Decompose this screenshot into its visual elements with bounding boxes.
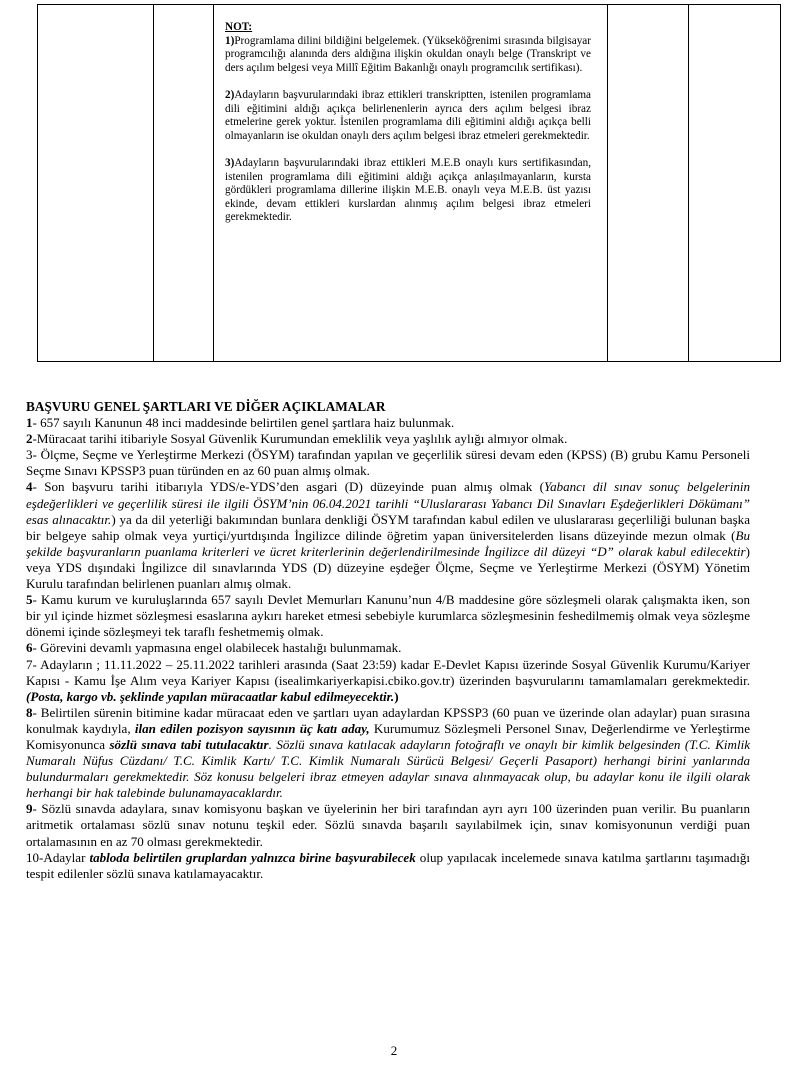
condition-3: 3- Ölçme, Seçme ve Yerleştirme Merkezi (ÖSYM) tarafından yapılan ve geçerlilik süresi devam eden (KPSS) (B) grubu Kamu Personeli Seçme Sınavı KPSSP3 puan türünden en az 60 puan almış olmak. [26, 447, 750, 479]
note-item-3-num: 3) [225, 156, 235, 169]
condition-6 [26, 640, 750, 656]
condition-4-text-b: Yabancı dil sınav sonuç belgelerinin eşdeğerlikleri ve geçerlilik süresi ile ilgili ÖSYM’nin 06.04.2021 tarihli “Uluslararası Yabancı Dil Sınavları Eşdeğerlikleri Dökümanı” esas alınacaktır. [26, 479, 750, 527]
note-item-1-text: Programlama dilini bildiğini belgelemek. (Yükseköğrenimi sırasında bilgisayar programcılığı alanında ders aldığına ilişkin okuldan onaylı belge (Transkript ve ders açılım belgesi veya Millî Eğitim Bakanlığı onaylı programcılık sertifikası). [225, 34, 591, 74]
note-item-2-text: Adayların başvurularındaki ibraz ettikleri transkriptten, istenilen programlama dili eğitimini aldığı açıkça belirlenenlerin ayrıca ders açılım belgesi ibraz etmelerine gerek yoktur. İstenilen programlama dili eğitimini aldığı açıkça belli olmayanların ise okuldan onaylı ders açılım belgesi ibraz etmeleri gerekmektedir. [225, 88, 591, 142]
note-item-3-text: Adayların başvurularındaki ibraz ettikleri M.E.B onaylı kurs sertifikasından, istenilen programlama dili eğitimini aldığı açıkça anlaşılmayanların, kursta gördükleri programlama dillerine ilişkin M.E.B. onaylı veya M.E.B. üst yazısı ekinde, devam ettikleri kurslardan alınmış açılım belgesi ibraz etmeleri gerekmektedir. [225, 156, 591, 224]
condition-7 [26, 657, 750, 705]
condition-8-text-e: . Sözlü sınava katılacak adayların fotoğraflı ve onaylı bir kimlik belgesinden (T.C. Kimlik Numaralı Nüfus Cüzdanı/ T.C. Kimlik Kartı/ T.C. Kimlik Numaralı Sürücü Belgesi/ Geçerli Pasaport) herhangi birini yanlarında bulundurmaları gerekmektedir. Söz konusu belgeleri ibraz etmeyen adaylar sınava alınmayacak olup, bu adaylar konu ile ilgili olarak herhangi bir hak talebinde bulunamayacaklardır. [26, 736, 750, 801]
condition-4-num: 4 [26, 479, 33, 495]
condition-4-text-c: ) ya da dil yeterliği bakımından bunlara denkliği ÖSYM tarafından kabul edilen ve uluslararası geçerliliği bulunan başka bir belgeye sahip olmak veya yurtiçi/yurtdışında İngilizce dilinde öğretim yapan üniversitelerden lisans düzeyinde mezun olmak ( [26, 511, 750, 543]
condition-10-text-b: tabloda belirtilen gruplardan yalnızca birine başvurabilecek [89, 849, 416, 865]
page-number: 2 [390, 1043, 398, 1058]
condition-6-text: - Görevini devamlı yapmasına engel olabilecek hastalığı bulunmamak. [32, 640, 402, 656]
condition-8-text-c: Kurumumuz Sözleşmeli Personel Sınav, Değerlendirme ve Yerleştirme Komisyonunca [26, 720, 750, 752]
condition-5-text: - Kamu kurum ve kuruluşlarında 657 sayılı Devlet Memurları Kanunu’nun 4/B maddesine göre sözleşmeli olarak çalışmakta iken, son bir yıl içinde hizmet sözleşmesi esaslarına aykırı hareket etmesi sebebiyle kurumlarca sözleşmesinin feshedilmemiş olmak veya sözleşme dönemi içinde sözleşmeyi tek taraflı feshetmemiş olmak. [26, 592, 750, 640]
condition-2-text: -Müracaat tarihi itibariyle Sosyal Güvenlik Kurumundan emeklilik veya yaşlılık aylığı almıyor olmak. [32, 431, 568, 447]
condition-4-text-d: Bu şekilde başvuranların puanlama kriterleri ve ücret kriterlerinin değerlendirilmesinde İngilizce dil düzeyi “D” olarak kabul edilecektir [26, 527, 750, 559]
condition-10 [26, 850, 750, 882]
note-item-1-num: 1) [225, 34, 235, 47]
condition-8-text-a: - Belirtilen sürenin bitimine kadar müracaat eden ve şartları uyan adaylardan KPSSP3 (60 puan ve üzerinde olan adaylar) puan sırasına konulmak kaydıyla, [26, 704, 750, 736]
note-item-2 [225, 89, 591, 143]
note-title: NOT: [225, 21, 253, 33]
table-cell [38, 5, 154, 362]
table-cell [689, 5, 781, 362]
condition-7-text-c: ) [394, 688, 399, 704]
condition-6-num: 6 [26, 640, 33, 656]
condition-1-num: 1 [26, 415, 33, 431]
condition-8-text-d: sözlü sınava tabi tutulacaktır [109, 736, 269, 752]
note-item-3 [225, 157, 591, 225]
condition-1 [26, 415, 750, 431]
condition-8-num: 8 [26, 704, 33, 720]
condition-7-text-b: (Posta, kargo vb. şeklinde yapılan müracaatlar kabul edilmeyecektir. [26, 688, 395, 704]
condition-9-text: - Sözlü sınavda adaylara, sınav komisyonu başkan ve üyelerinin her biri tarafından ayrı ayrı 100 üzerinden puan verilir. Bu puanların aritmetik ortalaması sözlü sınav notunu teşkil eder. Sözlü sınavda başarılı sayılabilmek için, sınav komisyonunun verdiği puan ortalamasının en az 70 olması gerekmektedir. [26, 801, 750, 849]
condition-9-num: 9 [26, 801, 33, 817]
note-cell [214, 5, 608, 362]
condition-10-text-a: 10-Adaylar [26, 849, 90, 865]
table-row [38, 5, 781, 362]
condition-7-text-a: 7- Adayların ; 11.11.2022 – 25.11.2022 tarihleri arasında (Saat 23:59) kadar E-Devlet Kapısı üzerinde Sosyal Güvenlik Kurumu/Kariyer Kapısı - Kamu İşe Alım veya Kariyer Kapısı (isealimkariyerkapisi.cbiko.gov.tr) üzerinden başvurularını tamamlamaları gerekmektedir. [26, 656, 750, 688]
note-item-2-num: 2) [225, 88, 235, 101]
condition-2 [26, 431, 750, 447]
condition-8-text-b: ilan edilen pozisyon sayısının üç katı aday, [134, 720, 370, 736]
condition-5 [26, 592, 750, 640]
condition-8 [26, 705, 750, 802]
condition-2-num: 2 [26, 431, 33, 447]
application-conditions [26, 399, 750, 882]
condition-1-text: - 657 sayılı Kanunun 48 inci maddesinde belirtilen genel şartlara haiz bulunmak. [32, 415, 455, 431]
table-cell [608, 5, 689, 362]
condition-10-text-c: olup yapılacak incelemede sınava katılma şartlarını taşımadığı tespit edilenler sözlü sınava katılamayacaktır. [26, 849, 750, 881]
condition-4 [26, 479, 750, 592]
condition-4-text-a: - Son başvuru tarihi itibarıyla YDS/e-YDS’den asgari (D) düzeyinde puan almış olmak ( [32, 479, 545, 495]
note-item-1 [225, 35, 591, 76]
condition-4-text-e: ) veya YDS dışındaki İngilizce dil sınavlarında YDS (D) düzeyine eşdeğer Ölçme, Seçme ve Yerleştirme Merkezi (ÖSYM) Yönetim Kurulu tarafından belirlenen puanları almış olmak. [26, 543, 750, 592]
condition-5-num: 5 [26, 592, 33, 608]
section-title: BAŞVURU GENEL ŞARTLARI VE DİĞER AÇIKLAMALAR [26, 399, 386, 414]
condition-9 [26, 801, 750, 849]
requirements-table [37, 4, 781, 362]
table-cell [154, 5, 214, 362]
